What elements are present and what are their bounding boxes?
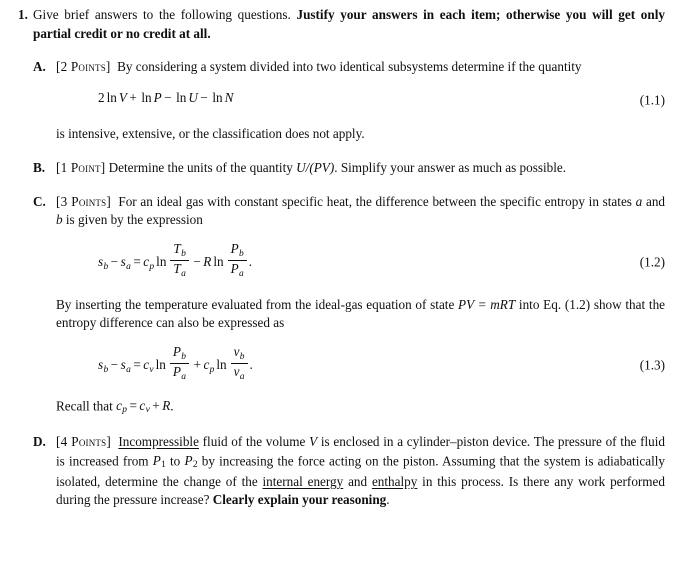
- sub-item-d-text-7: .: [386, 492, 390, 508]
- eq12-s-1: s: [98, 253, 104, 269]
- sub-item-c-middle: [33, 296, 665, 333]
- sub-item-d-math-p1: [153, 452, 166, 473]
- sub-item-d-bold-reasoning: Clearly explain your reasoning: [212, 492, 387, 508]
- eq12-sub-b-1: b: [103, 261, 109, 272]
- eq11-var-v: V: [118, 89, 127, 105]
- eq11-ln-2: ln: [141, 89, 152, 105]
- recall-sub-v: v: [145, 405, 150, 416]
- sub-item-c-state-a: a: [635, 193, 643, 209]
- sub-item-list: [0, 58, 691, 510]
- sub-item-a-text: By considering a system divided into two identical subsystems determine if the quantity: [117, 59, 582, 75]
- sub-item-d-text-1: fluid of the volume: [198, 433, 310, 449]
- eq13-frac-pressure: [170, 345, 189, 383]
- question-block: [18, 6, 665, 43]
- document-page: [0, 6, 691, 574]
- eq13-sub-p: p: [209, 364, 215, 375]
- sub-item-d-text-4: by increasing the force acting on the piston. Assuming that the system is adiabatically isolated, determine the change of the: [56, 453, 666, 489]
- eq12-frac-t-num: [170, 242, 188, 261]
- eq13-p-b: P: [172, 344, 181, 360]
- sub-item-b-label: B.: [33, 159, 46, 175]
- question-number: 1.: [18, 7, 28, 22]
- eq13-frac-v-num: [231, 345, 248, 364]
- eq13-v-a: v: [233, 364, 240, 380]
- sub-item-d-underline-incompressible: Incompressible: [118, 433, 199, 449]
- sub-item-c-middle-text-2: into Eq. (1.2) show that the entropy difference can also be expressed as: [56, 296, 666, 331]
- eq11-var-p: P: [153, 89, 162, 105]
- equation-1-2-number: (1.2): [639, 254, 665, 270]
- eq11-minus-2: −: [200, 89, 208, 105]
- eq12-frac-t-den: [170, 261, 188, 279]
- eq13-period: .: [249, 356, 253, 372]
- sub-item-a-points: [2 Points]: [56, 59, 111, 75]
- eq13-ln-1: ln: [155, 356, 166, 372]
- eq11-var-u: U: [188, 89, 198, 105]
- eq13-equals: =: [133, 356, 141, 372]
- sub-item-b-text-2: . Simplify your answer as much as possible.: [334, 159, 567, 175]
- eq13-p-a: P: [172, 364, 181, 380]
- eq12-p-b: P: [230, 241, 239, 257]
- question-text: [33, 6, 665, 43]
- sub-item-b: [33, 159, 665, 178]
- eq13-minus: −: [110, 356, 119, 372]
- eq13-frac-p-num: [170, 345, 189, 364]
- sub-item-d-text-2: is enclosed in a cylinder–piston device. The pressure of the fluid is increased from: [56, 433, 666, 469]
- sub-item-d-underline-enthalpy: enthalpy: [371, 473, 418, 489]
- sub-item-d-body: [56, 433, 665, 510]
- eq13-frac-p-den: [170, 364, 189, 382]
- sub-item-c-label: C.: [33, 193, 46, 209]
- eq12-frac-pressure: [228, 242, 247, 280]
- equation-1-3-number: (1.3): [639, 357, 665, 373]
- sub-item-c-recall-period: .: [170, 398, 174, 414]
- sub-item-d-label: D.: [33, 433, 46, 449]
- eq13-frac-volume: [231, 345, 248, 383]
- eq12-minus-2: −: [193, 253, 201, 269]
- sub-item-a-text-after: is intensive, extensive, or the classification does not apply.: [56, 126, 365, 142]
- eq12-sub-a-1: a: [126, 261, 131, 272]
- eq13-sub-v: v: [149, 364, 154, 375]
- eq12-s-2: s: [120, 253, 126, 269]
- sub-item-d: [33, 433, 665, 510]
- recall-equals: =: [129, 397, 137, 413]
- question-intro-regular: Give brief answers to the following questions.: [33, 7, 291, 22]
- sub-item-c-text-end: is given by the expression: [65, 212, 203, 228]
- eq12-ln-1: ln: [156, 253, 167, 269]
- eq12-period: .: [248, 253, 252, 269]
- equation-1-2-row: [33, 241, 665, 282]
- eq13-ln-2: ln: [216, 356, 227, 372]
- sub-item-a-tail: [33, 125, 665, 144]
- eq13-frac-v-den: [231, 364, 248, 382]
- eq12-sub-a-3: a: [238, 269, 244, 280]
- eq12-sub-b-2: b: [181, 248, 186, 259]
- eq13-c-2: c: [203, 356, 210, 372]
- eq12-t-a: T: [173, 261, 181, 277]
- eq13-s-1: s: [98, 356, 104, 372]
- eq13-plus: +: [193, 356, 201, 372]
- d-p-1-sub: 1: [161, 460, 166, 471]
- sub-item-a-label: A.: [33, 59, 46, 75]
- eq12-minus: −: [110, 253, 119, 269]
- d-p-2: P: [184, 452, 193, 468]
- eq13-sub-b-2: b: [181, 351, 186, 362]
- recall-c-2: c: [139, 397, 146, 413]
- equation-1-1-math: [98, 89, 233, 108]
- equation-1-3-math: [98, 344, 253, 385]
- eq11-ln-4: ln: [212, 89, 223, 105]
- recall-r: R: [162, 397, 171, 413]
- eq12-sub-a-2: a: [181, 269, 186, 280]
- equation-1-1-number: (1.1): [639, 92, 665, 108]
- eq11-minus-1: −: [164, 89, 172, 105]
- question-intro-bold: Justify your answers in each item; otherwise you will get only partial credit or no credit at all.: [33, 7, 665, 41]
- sub-item-d-text-3: to: [165, 453, 185, 469]
- sub-item-b-body: [56, 159, 665, 178]
- sub-item-c-middle-body: [56, 296, 665, 333]
- eq13-sub-a-2: a: [181, 372, 186, 383]
- recall-c-1: c: [116, 397, 122, 413]
- eq12-r: R: [203, 253, 212, 269]
- sub-item-a: [33, 58, 665, 77]
- equation-1-1-body: [56, 88, 665, 107]
- eq12-ln-2: ln: [213, 253, 224, 269]
- sub-item-a-body: [56, 58, 665, 77]
- eq12-sub-p: p: [149, 261, 155, 272]
- eq11-ln-1: ln: [106, 89, 117, 105]
- sub-item-c-state-b: b: [56, 212, 63, 228]
- recall-sub-p: p: [122, 405, 127, 416]
- eq13-s-2: s: [120, 356, 126, 372]
- sub-item-c-middle-text-1: By inserting the temperature evaluated from the ideal-gas equation of state: [56, 296, 455, 312]
- sub-item-b-inline-math: U/(PV): [296, 159, 335, 175]
- recall-plus: +: [152, 397, 160, 413]
- eq11-var-n: N: [224, 89, 234, 105]
- sub-item-c-recall-body: [56, 397, 665, 418]
- eq13-sub-a-3: a: [239, 372, 245, 383]
- eq12-frac-temperature: [170, 242, 188, 280]
- eq12-sub-b-3: b: [238, 248, 244, 259]
- eq12-c: c: [143, 253, 150, 269]
- eq11-plus: +: [129, 89, 137, 105]
- eq12-p-a: P: [230, 261, 239, 277]
- sub-item-c-points: [3 Points]: [56, 193, 111, 209]
- eq11-coeff: 2: [98, 89, 105, 105]
- sub-item-c-ideal-gas-law: PV = mRT: [458, 296, 516, 312]
- d-p-2-sub: 2: [192, 460, 198, 471]
- eq13-c-1: c: [143, 356, 150, 372]
- sub-item-d-underline-internal-energy: internal energy: [262, 473, 344, 489]
- eq11-ln-3: ln: [176, 89, 187, 105]
- eq13-sub-a-1: a: [126, 364, 131, 375]
- eq13-v-b: v: [233, 344, 240, 360]
- sub-item-c-recall: [33, 397, 665, 418]
- sub-item-c-text: For an ideal gas with constant specific heat, the difference between the specific entropy in states: [118, 193, 632, 209]
- eq12-frac-p-den: [228, 261, 247, 279]
- equation-1-3-row: [33, 344, 665, 385]
- equation-1-2-body: [56, 241, 665, 282]
- sub-item-c-and: and: [645, 193, 666, 209]
- equation-1-2-math: [98, 241, 252, 282]
- equation-1-3-body: [56, 344, 665, 385]
- eq12-equals: =: [133, 253, 141, 269]
- sub-item-c-recall-math: [116, 397, 170, 418]
- sub-item-d-text-6: in this process. Is there any work performed during the pressure increase?: [56, 473, 666, 508]
- d-p-1: P: [152, 452, 161, 468]
- sub-item-c-body: [56, 193, 665, 230]
- sub-item-b-text-1: Determine the units of the quantity: [108, 159, 293, 175]
- sub-item-c-recall-text: Recall that: [56, 398, 113, 414]
- sub-item-c: [33, 193, 665, 230]
- equation-1-1-row: [33, 88, 665, 114]
- eq13-sub-b-1: b: [103, 364, 109, 375]
- sub-item-d-text-5: and: [343, 473, 372, 489]
- sub-item-b-points: [1 Point]: [56, 159, 106, 175]
- sub-item-d-math-p2: [184, 452, 197, 473]
- eq12-t-b: T: [173, 241, 181, 257]
- eq13-sub-b-3: b: [239, 351, 245, 362]
- sub-item-d-math-v: V: [309, 433, 318, 449]
- sub-item-d-points: [4 Points]: [56, 433, 111, 449]
- eq12-frac-p-num: [228, 242, 247, 261]
